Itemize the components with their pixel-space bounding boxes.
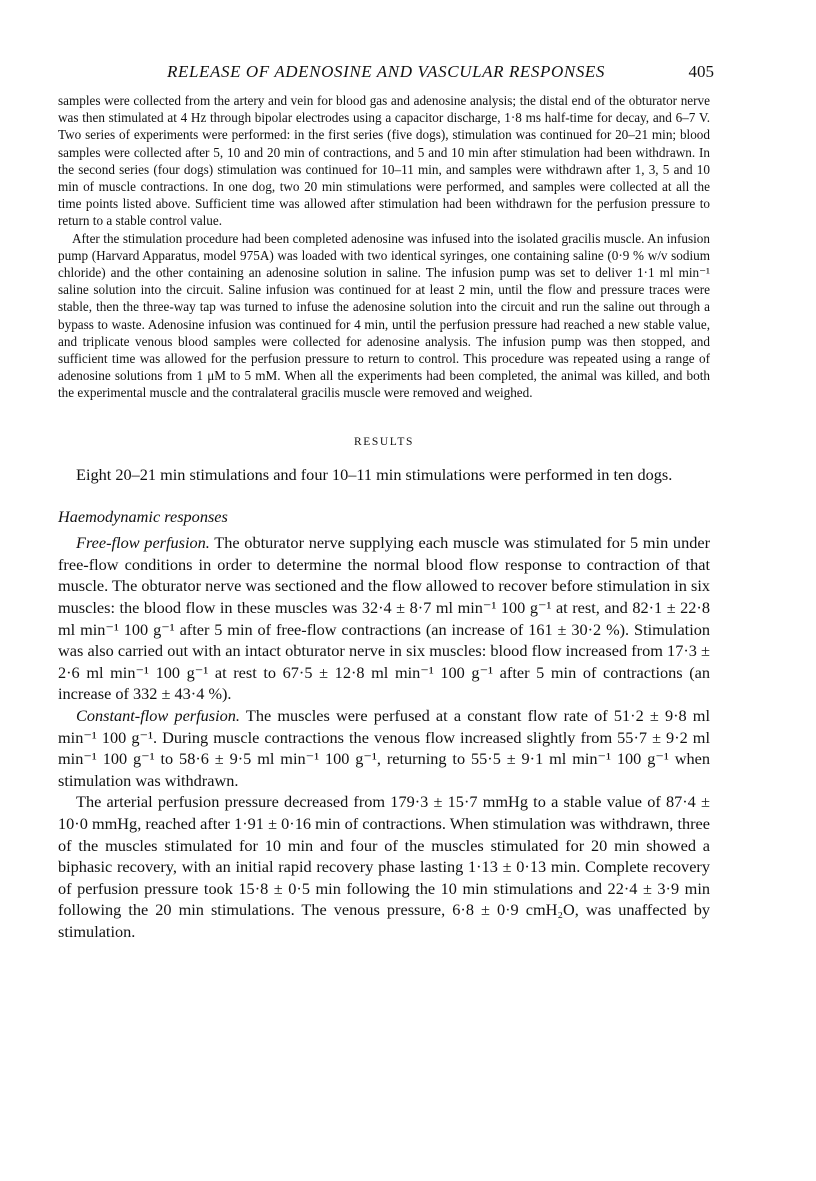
constant-flow-label: Constant-flow perfusion. xyxy=(76,706,241,725)
running-head xyxy=(58,62,714,92)
methods-paragraph-infusion: After the stimulation procedure had been completed adenosine was infused into the isolated gracilis muscle. An infusion pump (Harvard Apparatus, model 975A) was loaded with two identical syringes, one containing saline (0·9 % w/v sodium chloride) and the other containing an adenosine solution in saline. The infusion pump was set to deliver 1·1 ml min⁻¹ saline solution into the circuit. Saline infusion was continued for at least 2 min, until the flow and pressure traces were stable, then the three-way tap was turned to infuse the adenosine solution into the circuit and run the saline out through a bypass to waste. Adenosine infusion was continued for 4 min, until the perfusion pressure had reached a new stable value, and triplicate venous blood samples were collected for adenosine analysis. The infusion pump was then stopped, and sufficient time was allowed for the perfusion pressure to return to control. This procedure was repeated using a range of adenosine solutions from 1 μM to 5 mM. When all the experiments had been completed, the animal was killed, and both the experimental muscle and the contralateral gracilis muscle were removed and weighed. xyxy=(58,230,710,401)
constant-flow-text: The muscles were perfused at a constant flow rate of 51·2 ± 9·8 ml min⁻¹ 100 g⁻¹. During muscle contractions the venous flow increased slightly from 55·7 ± 9·2 ml min⁻¹ 100 g⁻¹ to 58·6 ± 9·5 ml min⁻¹ 100 g⁻¹, returning to 55·5 ± 9·1 ml min⁻¹ 100 g⁻¹ when stimulation was withdrawn. xyxy=(58,706,710,790)
haemodynamic-subheading: Haemodynamic responses xyxy=(58,507,228,527)
journal-page xyxy=(58,62,714,943)
methods-paragraph-stimulation: samples were collected from the artery and vein for blood gas and adenosine analysis; the distal end of the obturator nerve was then stimulated at 4 Hz through bipolar electrodes using a capacitor discharge, 1·8 ms half-time for decay, and 6–7 V. Two series of experiments were performed: in the first series (five dogs), stimulation was continued for 20–21 min; blood samples were collected after 5, 10 and 20 min of contractions, and 5 and 10 min after stimulation had been withdrawn. In the second series (four dogs) stimulation was continued for 10–11 min, and samples were withdrawn after 1, 3, 5 and 10 min of muscle contractions. In one dog, two 20 min stimulations were performed, and samples were collected at all the time points listed above. Sufficient time was allowed after stimulation had been withdrawn for the perfusion pressure to return to a stable control value. xyxy=(58,93,710,229)
results-intro: Eight 20–21 min stimulations and four 10–11 min stimulations were performed in ten dogs. xyxy=(76,464,673,484)
results-section xyxy=(58,464,710,943)
results-heading: RESULTS xyxy=(354,435,414,448)
pressure-paragraph: The arterial perfusion pressure decreased from 179·3 ± 15·7 mmHg to a stable value of 87·4 ± 10·0 mmHg, reached after 1·91 ± 0·16 min of contractions. When stimulation was withdrawn, three of the muscles stimulated for 10 min and four of the muscles stimulated for 20 min showed a biphasic recovery, with an initial rapid recovery phase lasting 1·13 ± 0·13 min. Complete recovery of perfusion pressure took 15·8 ± 0·5 min following the 10 min stimulations and 22·4 ± 3·9 min following the 20 min stimulations. The venous pressure, 6·8 ± 0·9 cmH₂O, was unaffected by stimulation. xyxy=(58,792,710,941)
running-title: RELEASE OF ADENOSINE AND VASCULAR RESPONSES xyxy=(166,62,606,81)
page-number: 405 xyxy=(688,62,714,81)
constant-flow-paragraph xyxy=(58,705,710,791)
free-flow-label: Free-flow perfusion. xyxy=(76,533,210,553)
free-flow-paragraph xyxy=(58,532,710,705)
methods-section xyxy=(58,92,710,402)
free-flow-text: The obturator nerve supplying each muscle was stimulated for 5 min under free-flow conditions in order to determine the normal blood flow response to contraction of that muscle. The obturator nerve was sectioned and the flow allowed to recover before stimulation in six muscles: the blood flow in these muscles was 32·4 ± 8·7 ml min⁻¹ 100 g⁻¹ at rest, and 82·1 ± 22·8 ml min⁻¹ 100 g⁻¹ after 5 min of free-flow contractions (an increase of 161 ± 30·2 %). Stimulation was also carried out with an intact obturator nerve in six muscles: blood flow increased from 17·3 ± 2·6 ml min⁻¹ 100 g⁻¹ at rest to 67·5 ± 12·8 ml min⁻¹ 100 g⁻¹ after 5 min of contractions (an increase of 332 ± 43·4 %). xyxy=(58,533,710,704)
